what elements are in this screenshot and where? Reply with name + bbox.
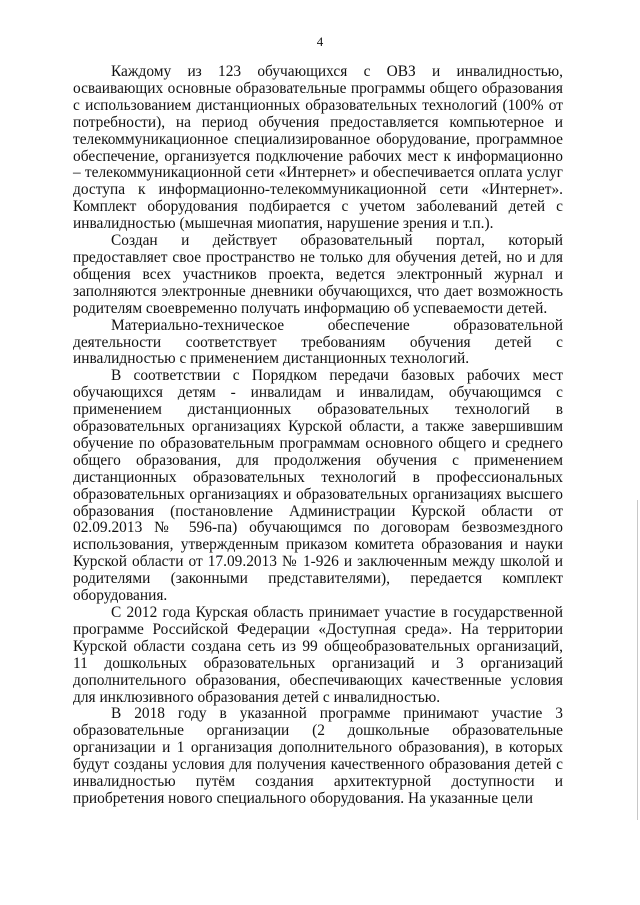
- document-body: [73, 64, 563, 808]
- paragraph-accessible-environment: С 2012 года Курская область принимает участие в государственной программе Российской Федерации «Доступная среда». На территории Курской области создана сеть из 99 общеобразовательных организаций, 11 дошкольных образовательных организаций и 3 организаций дополнительного образования, обеспечивающих качественные условия для инклюзивного образования детей с инвалидностью.: [73, 604, 563, 706]
- paragraph-material-support: Материально-техническое обеспечение образовательной деятельности соответствует требованиям обучения детей с инвалидностью с применением дистанционных технологий.: [73, 316, 563, 368]
- paragraph-equipment-provision: Каждому из 123 обучающихся с ОВЗ и инвалидностью, осваивающих основные образовательные программы общего образования с использованием дистанционных образовательных технологий (100% от потребности), на период обучения предоставляется компьютерное и телекоммуникационное специализированное оборудование, программное обеспечение, организуется подключение рабочих мест к информационно – телекоммуникационной сети «Интернет» и обеспечивается оплата услуг доступа к информационно-телекоммуникационной сети «Интернет». Комплект оборудования подбирается с учетом заболеваний детей с инвалидностью (мышечная миопатия, нарушение зрения и т.п.).: [73, 63, 563, 233]
- scan-edge-line: [637, 500, 638, 820]
- paragraph-program-2018: В 2018 году в указанной программе принимают участие 3 образовательные организации (2 дошкольные образовательные организации и 1 организация дополнительного образования), в которых будут созданы условия для получения качественного образования детей с инвалидностью путём создания архитектурной доступности и приобретения нового специального оборудования. На указанные цели: [73, 705, 563, 807]
- paragraph-educational-portal: Создан и действует образовательный портал, который предоставляет свое пространство не только для обучения детей, но и для общения всех участников проекта, ведется электронный журнал и заполняются электронные дневники обучающихся, что дает возможность родителям своевременно получать информацию об успеваемости детей.: [73, 232, 563, 317]
- page-number: 4: [316, 34, 324, 49]
- paragraph-workplace-transfer: В соответствии с Порядком передачи базовых рабочих мест обучающихся детям - инвалидам и инвалидам, обучающимся с применением дистанционных образовательных технологий в образовательных организациях Курской области, а также завершившим обучение по образовательным программам основного общего и среднего общего образования, для продолжения обучения с применением дистанционных образовательных технологий в профессиональных образовательных организациях и образовательных организациях высшего образования (постановление Администрации Курской области от 02.09.2013 № 596-па) обучающимся по договорам безвозмездного использования, утвержденным приказом комитета образования и науки Курской области от 17.09.2013 № 1-926 и заключенным между школой и родителями (законными представителями), передается комплект оборудования.: [73, 367, 563, 605]
